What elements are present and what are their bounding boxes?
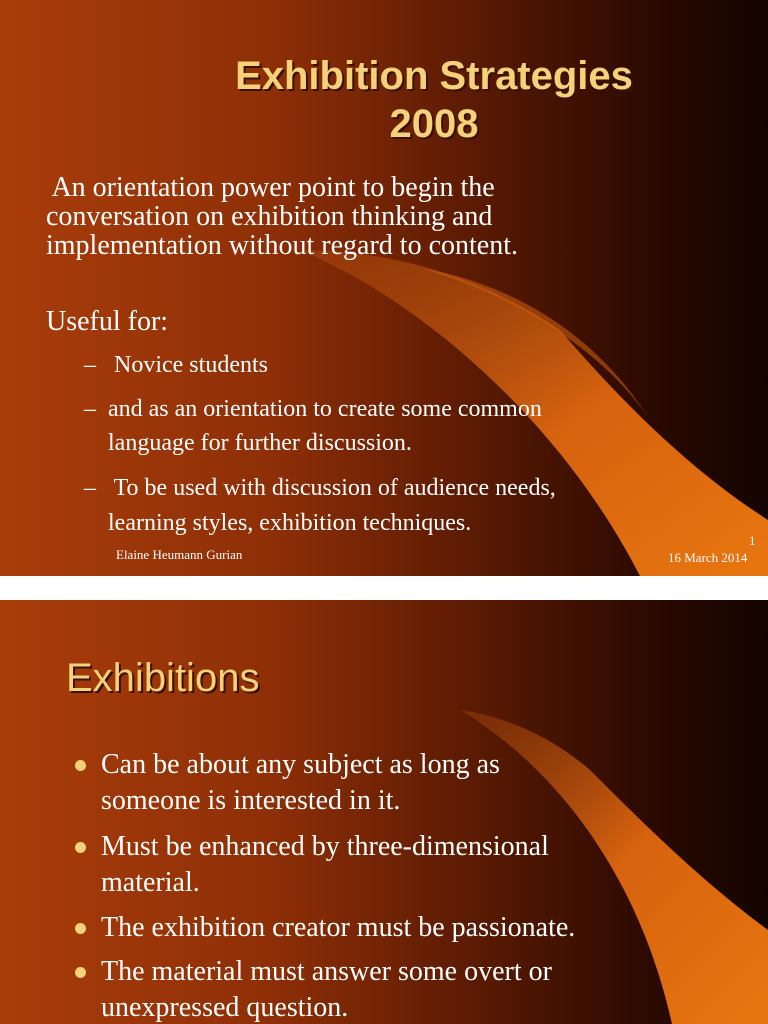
slide-gap: [0, 576, 768, 600]
bullet-text: Can be about any subject as long as: [101, 749, 500, 780]
sub-item-dash: –: [84, 475, 96, 501]
bullet-text-continued: material.: [101, 867, 200, 898]
slide-title-line-2: 2008: [389, 102, 479, 146]
sub-item-text: To be used with discussion of audience needs,: [108, 475, 556, 501]
bullet-dot-icon: [75, 967, 86, 978]
sub-item-text-continued: language for further discussion.: [108, 430, 412, 456]
sub-item-dash: –: [84, 352, 96, 378]
slide-2: [0, 600, 768, 1024]
sub-item-text-continued: learning styles, exhibition techniques.: [108, 510, 472, 536]
slide-title: Exhibitions: [66, 656, 260, 700]
sub-item-dash: –: [84, 396, 96, 422]
intro-line-1: An orientation power point to begin the: [46, 172, 495, 203]
bullet-text-continued: someone is interested in it.: [101, 785, 401, 816]
bullet-text: Must be enhanced by three-dimensional: [101, 831, 549, 862]
bullet-text: The material must answer some overt or: [101, 956, 552, 987]
bullet-text-continued: unexpressed question.: [101, 992, 349, 1023]
intro-line-2: conversation on exhibition thinking and: [46, 201, 493, 232]
bullet-dot-icon: [75, 760, 86, 771]
sub-item-text: and as an orientation to create some common: [108, 396, 542, 422]
intro-line-3: implementation without regard to content.: [46, 230, 518, 261]
intro-paragraph: [46, 173, 518, 260]
bullet-dot-icon: [75, 842, 86, 853]
page-number: 1: [749, 533, 756, 548]
date-footer: 16 March 2014: [668, 550, 748, 565]
useful-for-heading: Useful for:: [46, 306, 169, 337]
bullet-text: The exhibition creator must be passionate.: [101, 912, 576, 943]
bullet-dot-icon: [75, 923, 86, 934]
slide-title-line-1: Exhibition Strategies: [235, 54, 633, 98]
slide-title: [0, 52, 768, 148]
author-footer: Elaine Heumann Gurian: [116, 547, 243, 562]
sub-item-text: Novice students: [108, 352, 268, 378]
